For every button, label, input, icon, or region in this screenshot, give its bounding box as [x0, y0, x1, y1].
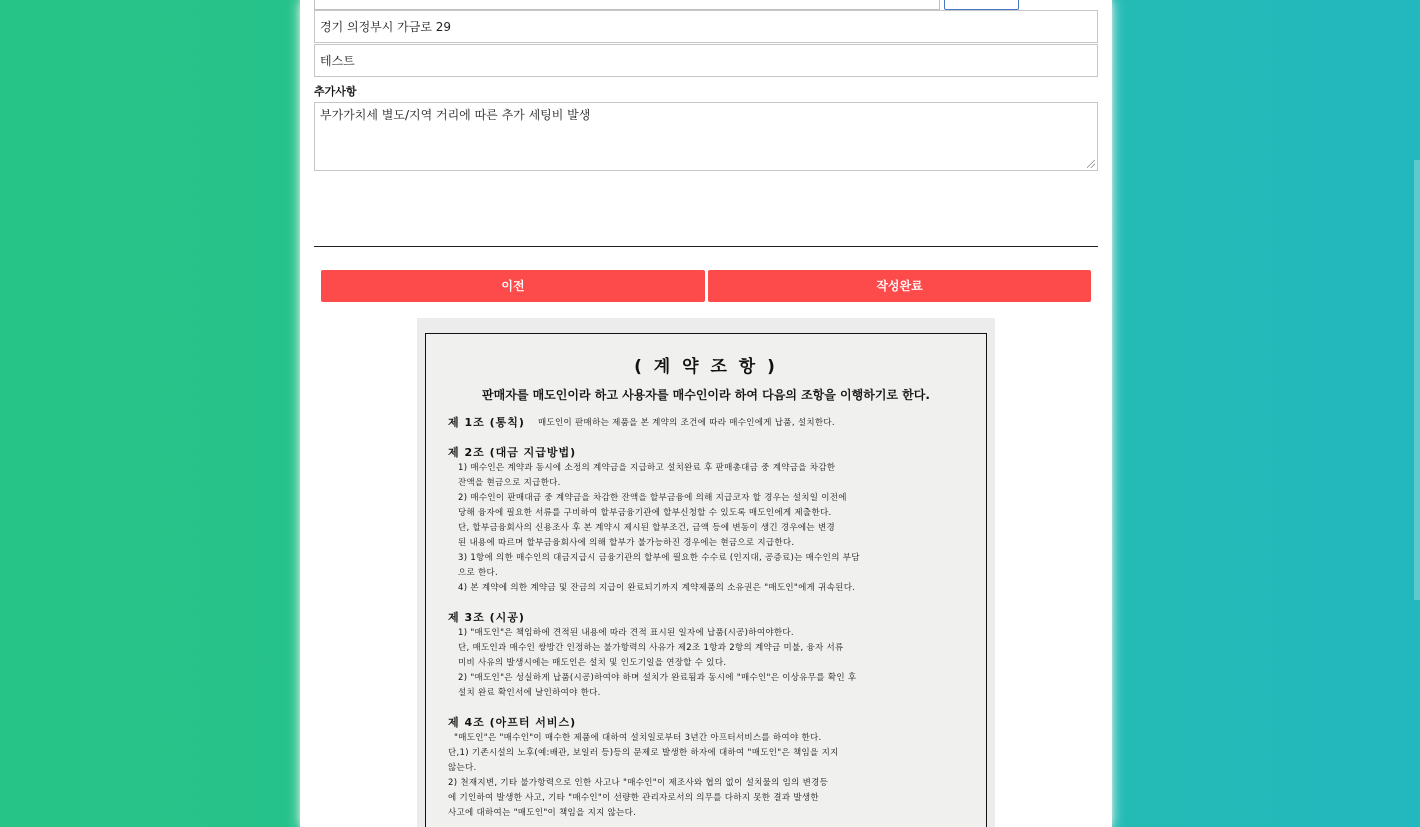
- contract-subtitle: 판매자를 매도인이라 하고 사용자를 매수인이라 하여 다음의 조항을 이행하기로 한다.: [482, 388, 930, 402]
- article4-line: 사고에 대하여는 "매도인"이 책임을 지지 않는다.: [448, 808, 637, 818]
- article4-line: 않는다.: [448, 763, 477, 773]
- article2-line: 당해 융자에 필요한 서류를 구비하여 할부금융기관에 할부신청할 수 있도록 매도인에게 제출한다.: [458, 508, 832, 518]
- article3-line: 미비 사유의 발생시에는 매도인은 설치 및 인도기일을 연장할 수 있다.: [458, 658, 727, 668]
- article2-heading: 제 2조 (대금 지급방법): [448, 446, 577, 459]
- form-panel: [300, 0, 1112, 827]
- article2-line: 잔액을 현금으로 지급한다.: [458, 478, 561, 488]
- extra-label: 추가사항: [314, 85, 357, 98]
- address-field[interactable]: 경기 의정부시 가금로 29: [314, 10, 1098, 43]
- article4-heading: 제 4조 (아프터 서비스): [448, 716, 577, 729]
- complete-button[interactable]: 작성완료: [708, 270, 1091, 302]
- postcode-search-button[interactable]: [944, 0, 1019, 10]
- article4-line: 에 기인하여 발생한 사고, 기타 "매수인"이 선량한 관리자로서의 의무를 다하지 못한 결과 발생한: [448, 793, 819, 803]
- contract-title: ( 계 약 조 항 ): [634, 357, 778, 377]
- prev-button[interactable]: 이전: [321, 270, 705, 302]
- postcode-input[interactable]: [314, 0, 940, 10]
- divider: [314, 246, 1098, 247]
- article2-line: 1) 매수인은 계약과 동시에 소정의 계약금을 지급하고 설치완료 후 판매총대금 중 계약금을 차감한: [458, 463, 836, 473]
- extra-textarea[interactable]: [314, 102, 1098, 171]
- article3-line: 단, 매도인과 매수인 쌍방간 인정하는 불가항력의 사유가 제2조 1항과 2항의 계약금 미불, 융자 서류: [458, 643, 844, 653]
- article4-line: "매도인"은 "매수인"이 매수한 제품에 대하여 설치일로부터 3년간 아프터서비스를 하여야 한다.: [454, 733, 822, 743]
- article3-line: 설치 완료 확인서에 날인하여야 한다.: [458, 688, 601, 698]
- article1-text: 매도인이 판매하는 제품을 본 계약의 조건에 따라 매수인에게 납품, 설치한다.: [538, 418, 835, 428]
- resize-grip-icon[interactable]: [1087, 160, 1095, 168]
- article2-line: 으로 한다.: [458, 568, 499, 578]
- article2-line: 된 내용에 따르며 할부금융회사에 의해 할부가 불가능하진 경우에는 현금으로 지급한다.: [458, 538, 795, 548]
- detail-name-field[interactable]: 테스트: [314, 44, 1098, 77]
- top-input-row: [314, 0, 1098, 10]
- article2-line: 4) 본 계약에 의한 계약금 및 잔금의 지급이 완료되기까지 계약제품의 소유권은 "매도인"에게 귀속된다.: [458, 583, 856, 593]
- article4-line: 2) 천재지변, 기타 불가항력으로 인한 사고나 "매수인"이 제조사와 협의 없이 설치물의 임의 변경등: [448, 778, 829, 788]
- article4-line: 단,1) 기존시설의 노후(예:배관, 보일러 등)등의 문제로 발생한 하자에 대하여 "매도인"은 책임을 지지: [448, 748, 839, 758]
- article3-line: 2) "매도인"은 성실하게 납품(시공)하여야 하며 설치가 완료됨과 동시에 "매수인"은 이상유무를 확인 후: [458, 673, 857, 683]
- contract-image-frame: [417, 318, 995, 827]
- article2-line: 2) 매수인이 판매대금 중 계약금을 차감한 잔액을 할부금융에 의해 지급코자 할 경우는 설치일 이전에: [458, 493, 847, 503]
- extra-textarea-text: 부가가치세 별도/지역 거리에 따른 추가 세팅비 발생: [320, 108, 591, 122]
- article1-heading: 제 1조 (통칙): [448, 416, 525, 429]
- contract-terms: [425, 333, 987, 827]
- article3-line: 1) "매도인"은 책임하에 견적된 내용에 따라 견적 표시된 일자에 납품(시공)하여야한다.: [458, 628, 794, 638]
- article2-line: 단, 할부금융회사의 신용조사 후 본 계약시 제시된 할부조건, 금액 등에 변동이 생긴 경우에는 변경: [458, 523, 835, 533]
- article2-line: 3) 1항에 의한 매수인의 대금지급시 금융기관의 할부에 필요한 수수료 (인지대, 공증료)는 매수인의 부담: [458, 553, 860, 563]
- article3-heading: 제 3조 (시공): [448, 611, 525, 624]
- page-scrollbar[interactable]: [1414, 160, 1420, 600]
